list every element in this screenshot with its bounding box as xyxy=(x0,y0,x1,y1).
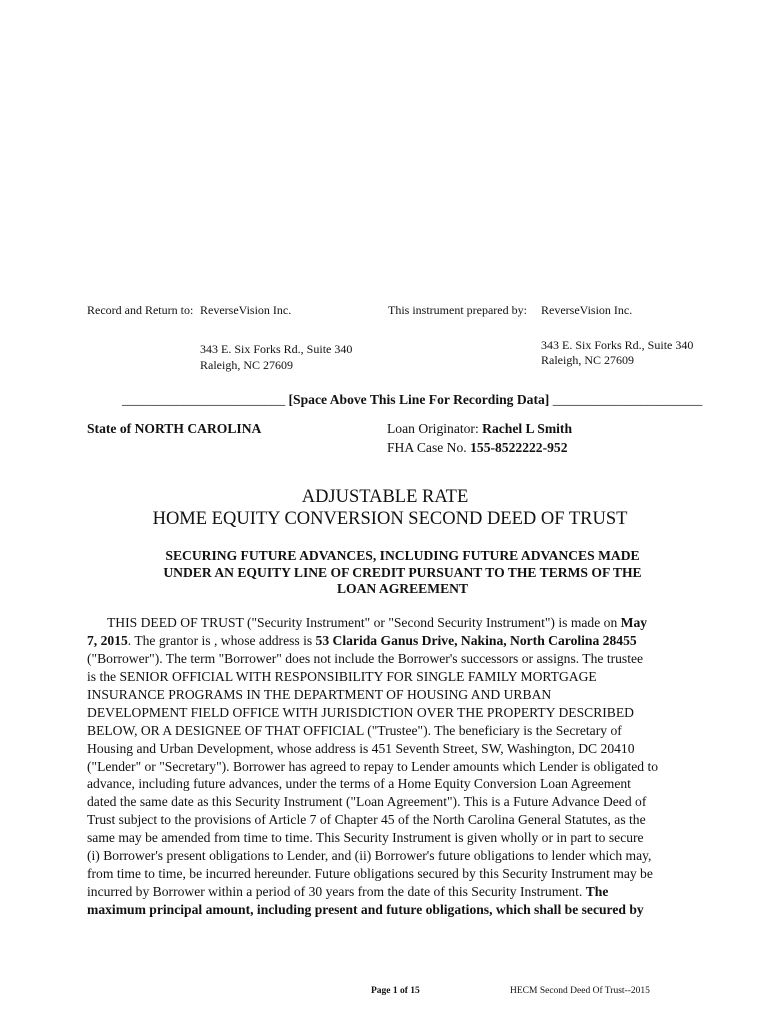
prepared-company: ReverseVision Inc. xyxy=(541,303,633,317)
document-title-line1: ADJUSTABLE RATE xyxy=(301,487,469,507)
body-line: (i) Borrower's present obligations to Lender, and (ii) Borrower's future obligations to lender which may, xyxy=(87,848,652,864)
fha-case-label: FHA Case No. xyxy=(387,440,467,455)
fha-case xyxy=(387,440,568,456)
subtitle-line1: SECURING FUTURE ADVANCES, INCLUDING FUTURE ADVANCES MADE xyxy=(165,548,640,563)
loan-originator-label: Loan Originator: xyxy=(387,421,479,436)
form-name: HECM Second Deed Of Trust--2015 xyxy=(510,986,650,996)
body-line: ("Borrower"). The term "Borrower" does not include the Borrower's successors or assigns. The trustee xyxy=(87,650,644,666)
loan-originator-name: Rachel L Smith xyxy=(482,421,573,436)
state-name: State of NORTH CAROLINA xyxy=(87,421,262,436)
body-line: Trust subject to the provisions of Article 7 of Chapter 45 of the North Carolina General Statutes, as the xyxy=(87,812,646,828)
prepared-address-line1: 343 E. Six Forks Rd., Suite 340 xyxy=(541,338,694,352)
body-bold-text: 53 Clarida Ganus Drive, Nakina, North Carolina 28455 xyxy=(315,632,637,648)
fha-case-number: 155-8522222-952 xyxy=(470,440,568,455)
prepared-address-line2: Raleigh, NC 27609 xyxy=(541,353,634,367)
body-text: . The grantor is , whose address is xyxy=(127,632,316,648)
body-bold-text: The xyxy=(585,884,609,900)
body-line xyxy=(87,901,658,919)
record-address-line1: 343 E. Six Forks Rd., Suite 340 xyxy=(200,342,353,356)
body-bold-text: May xyxy=(620,615,648,630)
body-text: THIS DEED OF TRUST ("Security Instrument" or "Second Security Instrument") is made on xyxy=(107,615,621,630)
loan-originator xyxy=(387,421,572,437)
body-line: ("Lender" or "Secretary"). Borrower has agreed to repay to Lender amounts which Lender is obligated to xyxy=(87,758,659,774)
body-bold-text: 7, 2015 xyxy=(87,632,128,648)
body-bold-text: maximum principal amount, including present and future obligations, which shall be secured by xyxy=(87,902,644,917)
document-title-line2: HOME EQUITY CONVERSION SECOND DEED OF TRUST xyxy=(152,509,628,529)
record-address-line2: Raleigh, NC 27609 xyxy=(200,358,293,372)
body-line: Housing and Urban Development, whose address is 451 Seventh Street, SW, Washington, DC 20410 xyxy=(87,740,635,756)
record-company: ReverseVision Inc. xyxy=(200,303,292,317)
body-line: is the SENIOR OFFICIAL WITH RESPONSIBILITY FOR SINGLE FAMILY MORTGAGE xyxy=(87,668,597,684)
subtitle-line2: UNDER AN EQUITY LINE OF CREDIT PURSUANT TO THE TERMS OF THE xyxy=(163,565,642,580)
recording-left-rule: ________________________ xyxy=(122,392,286,407)
page-number: Page 1 of 15 xyxy=(371,986,420,996)
body-line: dated the same date as this Security Instrument ("Loan Agreement"). This is a Future Advance Deed of xyxy=(87,794,647,810)
body-line: INSURANCE PROGRAMS IN THE DEPARTMENT OF HOUSING AND URBAN xyxy=(87,686,552,702)
subtitle-line3: LOAN AGREEMENT xyxy=(336,581,469,596)
body-line: from time to time, be incurred hereunder. Future obligations secured by this Security Instrument may be xyxy=(87,866,653,882)
recording-data-line xyxy=(122,392,702,408)
body-line: DEVELOPMENT FIELD OFFICE WITH JURISDICTION OVER THE PROPERTY DESCRIBED xyxy=(87,704,634,720)
recording-right-rule: ______________________ xyxy=(552,392,703,407)
body-line xyxy=(87,883,658,901)
record-return-label: Record and Return to: xyxy=(87,303,194,317)
prepared-by-label: This instrument prepared by: xyxy=(388,303,527,317)
body-line xyxy=(87,614,658,632)
body-text: incurred by Borrower within a period of 30 years from the date of this Security Instrument. xyxy=(87,884,586,900)
recording-data-text: [Space Above This Line For Recording Data] xyxy=(288,392,550,407)
body-paragraph xyxy=(87,614,658,919)
body-line xyxy=(87,632,658,650)
body-line: advance, including future advances, under the terms of a Home Equity Conversion Loan Agreement xyxy=(87,776,631,792)
body-line: same may be amended from time to time. This Security Instrument is given wholly or in part to secure xyxy=(87,830,644,846)
body-line: BELOW, OR A DESIGNEE OF THAT OFFICIAL ("Trustee"). The beneficiary is the Secretary of xyxy=(87,722,622,738)
